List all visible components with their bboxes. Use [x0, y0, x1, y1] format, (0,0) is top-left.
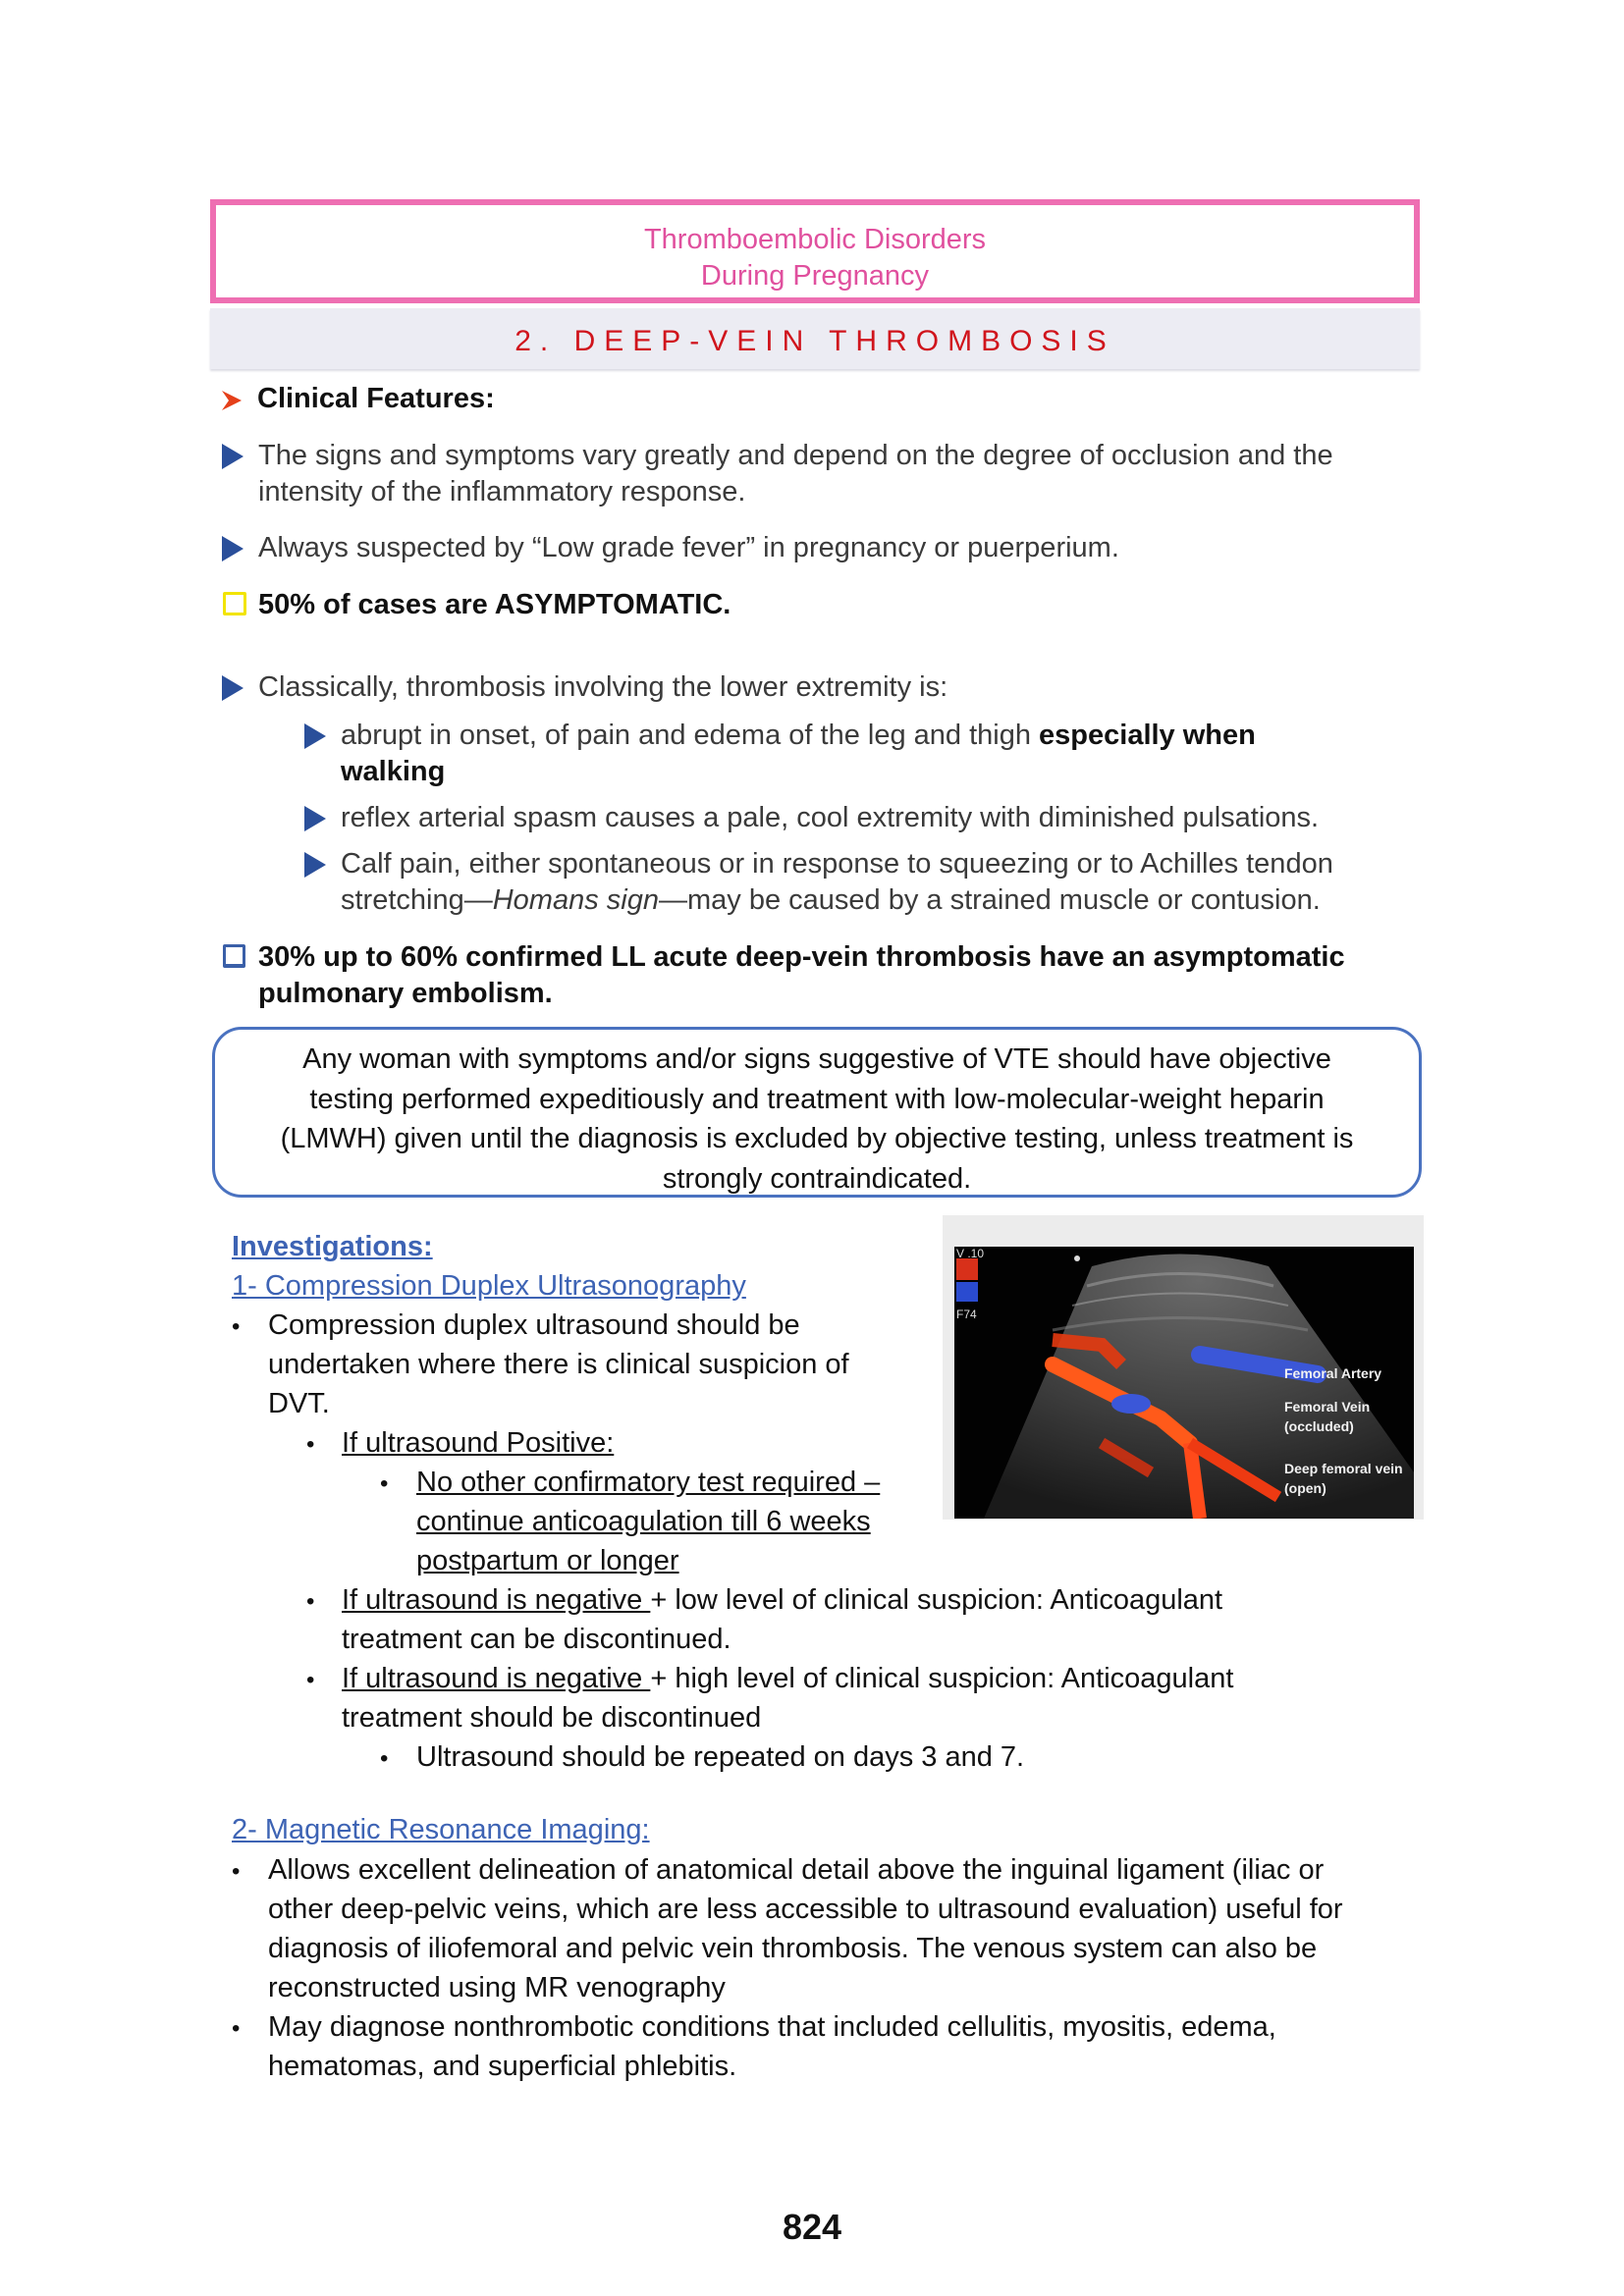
- blue-triangle-bullet-icon: [222, 675, 244, 701]
- cdu-subheading: 1- Compression Duplex Ultrasonography: [232, 1270, 746, 1302]
- investigations-heading: Investigations:: [232, 1231, 433, 1262]
- asymptomatic-note: 50% of cases are ASYMPTOMATIC.: [258, 589, 731, 620]
- mri-bullet-1-line3: diagnosis of iliofemoral and pelvic vein thrombosis. The venous system can also be: [268, 1933, 1318, 1964]
- us-repeat-note: Ultrasound should be repeated on days 3 and 7.: [416, 1741, 1025, 1773]
- us-positive-line2-text: continue anticoagulation till 6 weeks: [416, 1506, 871, 1537]
- classic-sub-2: reflex arterial spasm causes a pale, cool extremity with diminished pulsations.: [341, 802, 1320, 833]
- yellow-checkbox-bullet-icon: [223, 592, 246, 615]
- blue-triangle-bullet-icon: [304, 723, 326, 749]
- classic-sub-1-line2: walking: [341, 756, 446, 787]
- classic-sub-3-post: —may be caused by a strained muscle or contusion.: [658, 884, 1321, 916]
- mri-bullet-1-line1: Allows excellent delineation of anatomical detail above the inguinal ligament (iliac or: [268, 1854, 1325, 1886]
- us-positive-text: If ultrasound Positive:: [342, 1427, 615, 1459]
- classic-sub-3-line1: Calf pain, either spontaneous or in response to squeezing or to Achilles tendon: [341, 848, 1333, 880]
- chapter-title-box: [210, 199, 1420, 303]
- cdu-bullet-1-line1: Compression duplex ultrasound should be: [268, 1309, 800, 1341]
- deep-femoral-vein-status: (open): [1284, 1480, 1326, 1496]
- us-positive-line2: [416, 1502, 871, 1542]
- note-line1: Any woman with symptoms and/or signs suggestive of VTE should have objective: [302, 1043, 1331, 1075]
- us-negative-high-rest: + high level of clinical suspicion: Anticoagulant: [650, 1663, 1234, 1694]
- bullet-dot-icon: •: [380, 1745, 389, 1772]
- us-negative-low-line1: [342, 1580, 1222, 1621]
- cdu-bullet-1-line2: undertaken where there is clinical suspicion of: [268, 1349, 849, 1380]
- scale-top-label: V .10: [956, 1247, 985, 1260]
- scale-mid-label: F74: [956, 1308, 977, 1321]
- pe-note-line2: pulmonary embolism.: [258, 978, 553, 1009]
- ultrasound-scan-graphic: [954, 1247, 1414, 1519]
- classic-sub-3-line2: [341, 882, 1321, 919]
- section-title: 2. DEEP-VEIN THROMBOSIS: [514, 325, 1115, 357]
- bullet-dot-icon: •: [232, 1313, 241, 1340]
- classic-sub-1-line1: [341, 718, 1256, 754]
- clinical-features-heading: Clinical Features:: [257, 383, 495, 414]
- blue-triangle-bullet-icon: [304, 806, 326, 831]
- chapter-title-line2: During Pregnancy: [700, 260, 930, 292]
- vte-recommendation-box: [212, 1027, 1422, 1198]
- section-heading-bar: [210, 308, 1420, 369]
- mri-bullet-2-line2: hematomas, and superficial phlebitis.: [268, 2051, 737, 2082]
- femoral-vein-status: (occluded): [1284, 1418, 1354, 1434]
- cdu-bullet-1-line3: DVT.: [268, 1388, 330, 1419]
- us-negative-high-underlined: If ultrasound is negative: [342, 1663, 651, 1694]
- mri-subheading: 2- Magnetic Resonance Imaging:: [232, 1814, 650, 1845]
- blue-triangle-bullet-icon: [222, 444, 244, 469]
- us-positive-line3-text: postpartum or longer: [416, 1545, 679, 1576]
- red-arrow-bullet-icon: [220, 389, 244, 412]
- classically-intro: Classically, thrombosis involving the lower extremity is:: [258, 671, 948, 703]
- us-positive-heading: [342, 1423, 614, 1464]
- bullet-dot-icon: •: [306, 1667, 315, 1693]
- us-negative-low-underlined: If ultrasound is negative: [342, 1584, 651, 1616]
- classic-sub-1-bold: especially when: [1039, 720, 1256, 751]
- femoral-vein-label: Femoral Vein: [1284, 1399, 1371, 1415]
- us-positive-line3: [416, 1541, 679, 1581]
- blue-triangle-bullet-icon: [222, 536, 244, 561]
- deep-femoral-vein-label: Deep femoral vein: [1284, 1461, 1403, 1476]
- pe-note-line1: 30% up to 60% confirmed LL acute deep-vein thrombosis have an asymptomatic: [258, 941, 1345, 973]
- mri-bullet-1-line4: reconstructed using MR venography: [268, 1972, 726, 2003]
- blue-checkbox-bullet-icon: [223, 944, 245, 968]
- us-positive-line1: [416, 1463, 880, 1503]
- bullet-dot-icon: •: [380, 1470, 389, 1497]
- blue-triangle-bullet-icon: [304, 852, 326, 878]
- classic-sub-3-pre: stretching—: [341, 884, 493, 916]
- chapter-title-line1: Thromboembolic Disorders: [643, 224, 987, 255]
- note-line3: (LMWH) given until the diagnosis is excluded by objective testing, unless treatment is: [280, 1123, 1354, 1154]
- us-negative-low-rest: + low level of clinical suspicion: Anticoagulant: [650, 1584, 1223, 1616]
- homans-sign-term: Homans sign: [492, 884, 659, 916]
- us-negative-high-line2: treatment should be discontinued: [342, 1702, 762, 1734]
- note-line2: testing performed expeditiously and treatment with low-molecular-weight heparin: [309, 1083, 1325, 1115]
- page-number: 824: [782, 2207, 842, 2247]
- mri-bullet-1-line2: other deep-pelvic veins, which are less accessible to ultrasound evaluation) useful for: [268, 1894, 1343, 1925]
- femoral-artery-label: Femoral Artery: [1284, 1365, 1382, 1381]
- bullet-dot-icon: •: [232, 1858, 241, 1885]
- clinical-point-1-line2: intensity of the inflammatory response.: [258, 476, 746, 507]
- note-line4: strongly contraindicated.: [662, 1162, 972, 1195]
- clinical-point-2: Always suspected by “Low grade fever” in pregnancy or puerperium.: [258, 532, 1119, 563]
- us-positive-line1-text: No other confirmatory test required –: [416, 1467, 881, 1498]
- doppler-ultrasound-image: [954, 1247, 1414, 1519]
- us-negative-low-line2: treatment can be discontinued.: [342, 1624, 731, 1655]
- bullet-dot-icon: •: [232, 2015, 241, 2042]
- mri-bullet-2-line1: May diagnose nonthrombotic conditions that included cellulitis, myositis, edema,: [268, 2011, 1276, 2043]
- bullet-dot-icon: •: [306, 1588, 315, 1615]
- clinical-point-1-line1: The signs and symptoms vary greatly and depend on the degree of occlusion and the: [258, 440, 1333, 471]
- us-negative-high-line1: [342, 1659, 1233, 1699]
- bullet-dot-icon: •: [306, 1431, 315, 1458]
- classic-sub-1-text: abrupt in onset, of pain and edema of the leg and thigh: [341, 720, 1040, 751]
